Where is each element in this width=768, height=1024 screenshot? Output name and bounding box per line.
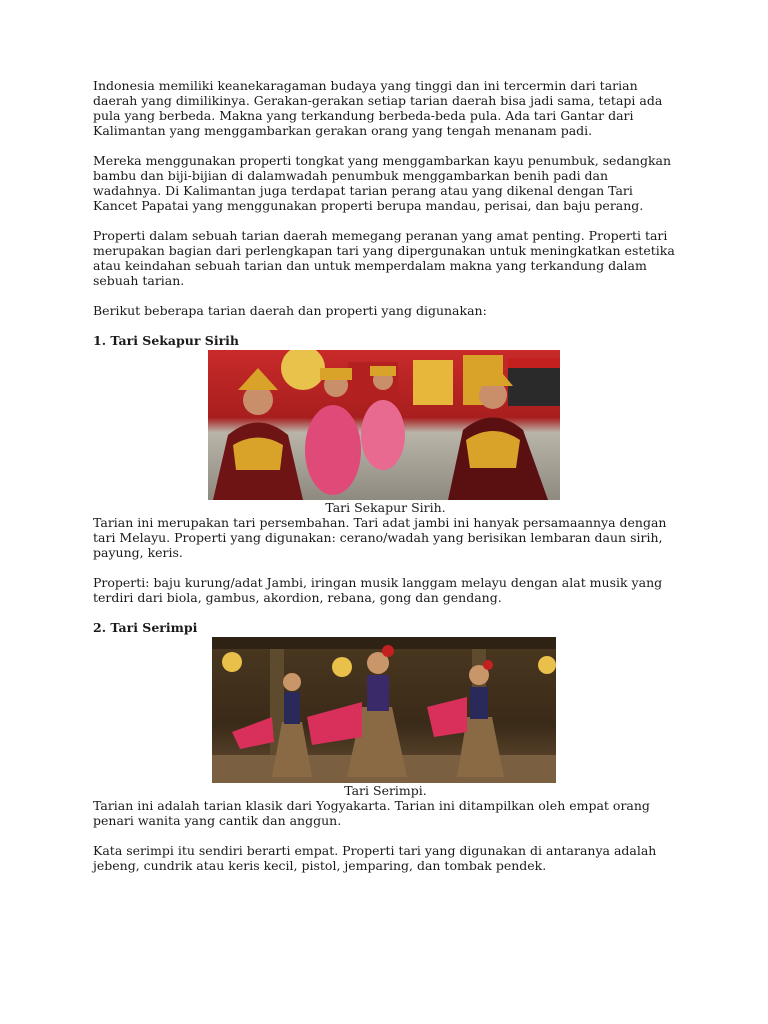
section-1-paragraph-1: Tarian ini merupakan tari persembahan. Tari adat jambi ini hanyak persamaannya dengan tari Melayu. Properti yang digunakan: cerano/wadah yang berisikan lembaran daun sirih, payung, keris. — [93, 515, 667, 560]
section-2-paragraph-1: Tarian ini adalah tarian klasik dari Yogyakarta. Tarian ini ditampilkan oleh empat orang penari wanita yang cantik dan anggun. — [93, 798, 650, 828]
caption-sekapur-sirih: Tari Sekapur Sirih. — [325, 500, 446, 515]
section-1-paragraph-2: Properti: baju kurung/adat Jambi, iringan musik langgam melayu dengan alat musik yang terdiri dari biola, gambus, akordion, rebana, gong dan gendang. — [93, 575, 663, 605]
photo-tari-sekapur-sirih — [208, 350, 560, 500]
intro-paragraph-3: Properti dalam sebuah tarian daerah memegang peranan yang amat penting. Properti tari merupakan bagian dari perlengkapan tari yang dipergunakan untuk meningkatkan estetika atau keindahan sebuah tarian dan untuk memperdalam makna yang terkandung dalam sebuah tarian. — [93, 228, 675, 288]
photo-tari-serimpi — [212, 637, 556, 783]
section-2-paragraph-2: Kata serimpi itu sendiri berarti empat. Properti tari yang digunakan di antaranya adalah jebeng, cundrik atau keris kecil, pistol, jemparing, dan tombak pendek. — [93, 843, 657, 873]
photo-tari-sekapur-sirih-illustration — [208, 350, 560, 500]
section-heading-serimpi: 2. Tari Serimpi — [93, 620, 198, 635]
figure-sekapur-sirih — [93, 350, 678, 515]
intro-paragraph-2: Mereka menggunakan properti tongkat yang menggambarkan kayu penumbuk, sedangkan bambu dan biji-bijian di dalamwadah penumbuk menggambarkan benih padi dan wadahnya. Di Kalimantan juga terdapat tarian perang atau yang dikenal dengan Tari Kancet Papatai yang menggunakan properti berupa mandau, perisai, dan baju perang. — [93, 153, 672, 213]
intro-paragraph-4: Berikut beberapa tarian daerah dan properti yang digunakan: — [93, 303, 487, 318]
figure-serimpi — [93, 637, 678, 798]
intro-paragraph-1: Indonesia memiliki keanekaragaman budaya yang tinggi dan ini tercermin dari tarian daerah yang dimilikinya. Gerakan-gerakan setiap tarian daerah bisa jadi sama, tetapi ada pula yang berbeda. Makna yang terkandung berbeda-beda pula. Ada tari Gantar dari Kalimantan yang menggambarkan gerakan orang yang tengah menanam padi. — [93, 78, 663, 138]
photo-tari-serimpi-illustration — [212, 637, 556, 783]
caption-serimpi: Tari Serimpi. — [344, 783, 427, 798]
section-heading-sekapur-sirih: 1. Tari Sekapur Sirih — [93, 333, 239, 348]
document-page — [93, 78, 678, 888]
